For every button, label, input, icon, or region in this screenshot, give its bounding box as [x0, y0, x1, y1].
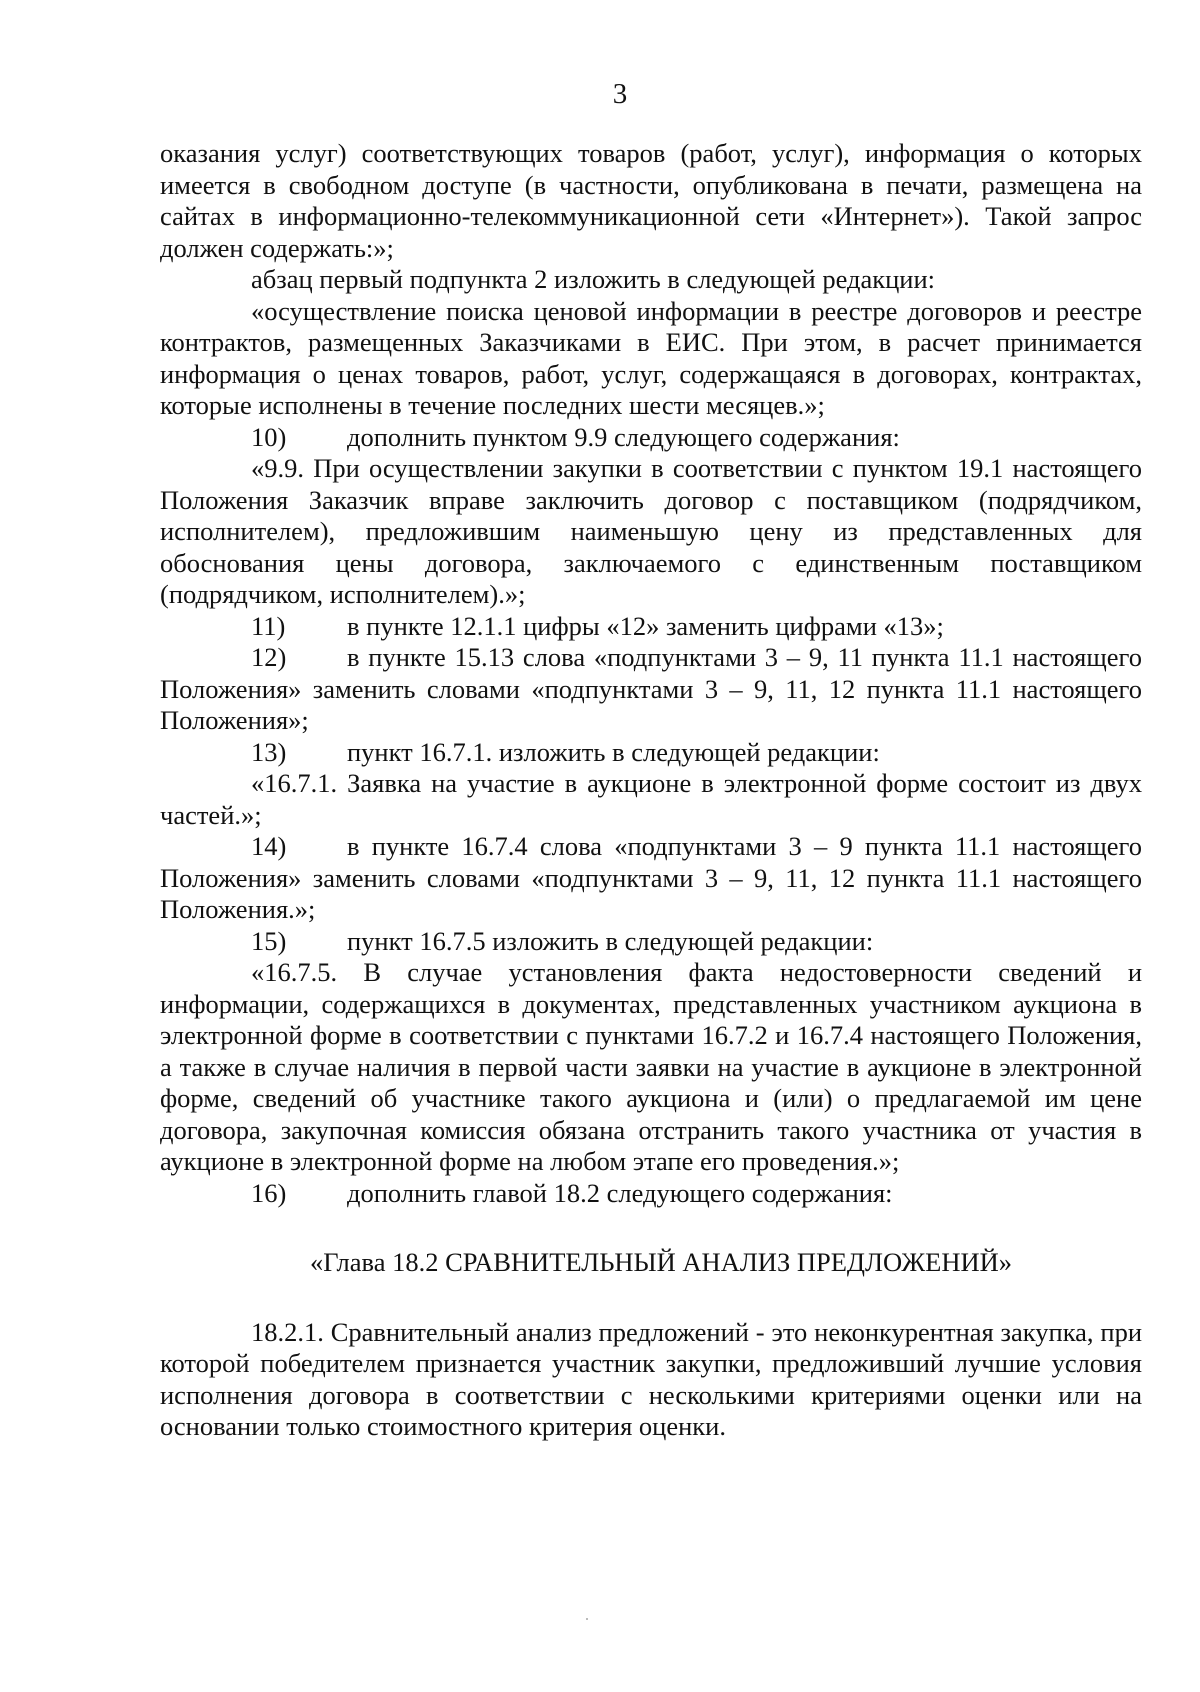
list-item-11 — [160, 611, 1142, 643]
list-item-12 — [160, 642, 1142, 737]
paragraph-quote: «16.7.5. В случае установления факта недостоверности сведений и информации, содержащихся в документах, представленных участником аукциона в электронной форме в соответствии с пунктами 16.7.2 и 16.7.4 настоящего Положения, а также в случае наличия в первой части заявки на участие в аукционе в электронной форме, сведений об участнике такого аукциона и (или) о предлагаемой им цене договора, закупочная комиссия обязана отстранить такого участника от участия в аукционе в электронной форме на любом этапе его проведения.»; — [160, 957, 1142, 1176]
list-item-14 — [160, 831, 1142, 926]
list-text: дополнить главой 18.2 следующего содержания: — [347, 1177, 893, 1208]
list-number: 11) — [251, 610, 286, 641]
list-number: 10) — [251, 421, 287, 452]
document-body — [160, 138, 1142, 1443]
list-text: в пункте 15.13 слова «подпунктами 3 – 9, 11 пункта 11.1 настоящего Положения» заменить словами «подпунктами 3 – 9, 11, 12 пункта 11.1 настоящего Положения»; — [160, 642, 1142, 735]
list-text: в пункте 12.1.1 цифры «12» заменить цифрами «13»; — [347, 610, 944, 641]
scan-speck — [586, 1618, 588, 1620]
list-item-13 — [160, 737, 1142, 769]
list-item-15 — [160, 926, 1142, 958]
paragraph-quote: «9.9. При осуществлении закупки в соответствии с пунктом 19.1 настоящего Положения Заказчик вправе заключить договор с поставщиком (подрядчиком, исполнителем), предложившим наименьшую цену из представленных для обоснования цены договора, заключаемого с единственным поставщиком (подрядчиком, исполнителем).»; — [160, 453, 1142, 609]
list-number: 13) — [251, 736, 287, 767]
paragraph-instruction: абзац первый подпункта 2 изложить в следующей редакции: — [251, 264, 936, 294]
list-text: в пункте 16.7.4 слова «подпунктами 3 – 9 пункта 11.1 настоящего Положения» заменить словами «подпунктами 3 – 9, 11, 12 пункта 11.1 настоящего Положения.»; — [160, 831, 1142, 924]
list-item-10 — [160, 422, 1142, 454]
list-number: 15) — [251, 925, 287, 956]
page-number: 3 — [612, 78, 628, 110]
chapter-title: «Глава 18.2 СРАВНИТЕЛЬНЫЙ АНАЛИЗ ПРЕДЛОЖЕНИЙ» — [309, 1247, 1013, 1277]
list-number: 16) — [251, 1177, 287, 1208]
paragraph-quote: «16.7.1. Заявка на участие в аукционе в электронной форме состоит из двух частей.»; — [160, 768, 1142, 830]
list-number: 14) — [251, 831, 287, 861]
paragraph-definition: 18.2.1. Сравнительный анализ предложений - это неконкурентная закупка, при которой победителем признается участник закупки, предложивший лучшие условия исполнения договора в соответствии с несколькими критериями оценки или на основании только стоимостного критерия оценки. — [160, 1316, 1142, 1441]
list-text: пункт 16.7.1. изложить в следующей редакции: — [347, 736, 880, 767]
list-number: 12) — [251, 642, 287, 672]
paragraph-continuation: оказания услуг) соответствующих товаров (работ, услуг), информация о которых имеется в свободном доступе (в частности, опубликована в печати, размещена на сайтах в информационно-телекоммуникационной сети «Интернет»). Такой запрос должен содержать:»; — [160, 138, 1142, 263]
list-text: пункт 16.7.5 изложить в следующей редакции: — [347, 925, 874, 956]
list-item-16 — [160, 1178, 1142, 1210]
paragraph-quote: «осуществление поиска ценовой информации в реестре договоров и реестре контрактов, размещенных Заказчиками в ЕИС. При этом, в расчет принимается информация о ценах товаров, работ, услуг, содержащаяся в договорах, контрактах, которые исполнены в течение последних шести месяцев.»; — [160, 295, 1142, 420]
list-text: дополнить пунктом 9.9 следующего содержания: — [347, 421, 900, 452]
